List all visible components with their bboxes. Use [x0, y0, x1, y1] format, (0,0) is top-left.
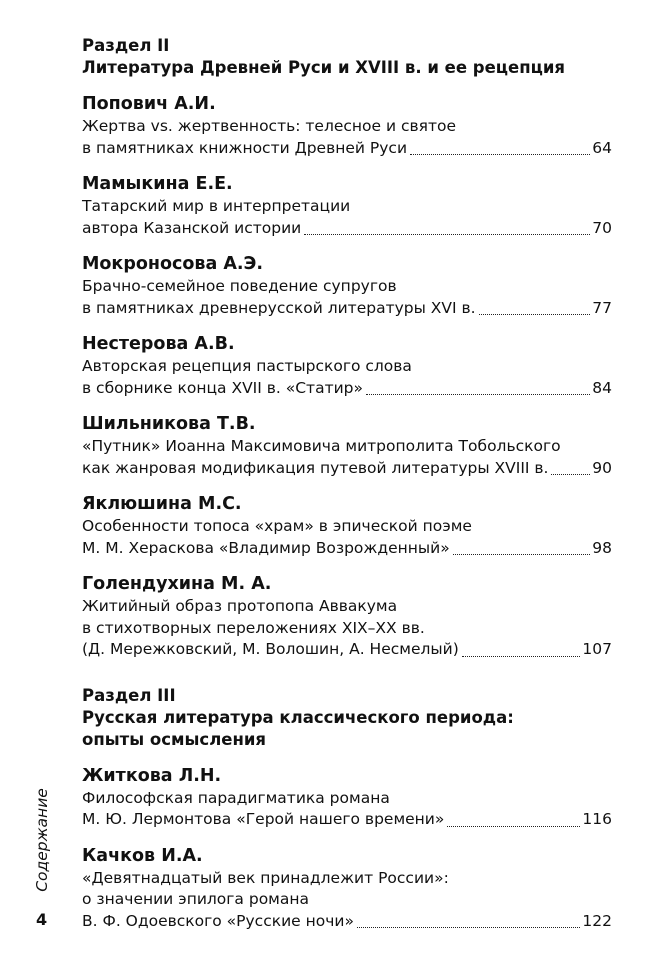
- dot-leader: [366, 393, 590, 395]
- entry-title-line: в памятниках древнерусской литературы XVI в.: [82, 298, 476, 317]
- table-of-contents: [82, 35, 612, 932]
- entry-title-last-line: [82, 458, 612, 480]
- entry-author: Попович А.И.: [82, 94, 216, 114]
- entry-page-number: 64: [592, 138, 612, 157]
- entry-title-line: Брачно-семейное поведение супругов: [82, 277, 397, 295]
- dot-leader: [410, 153, 590, 155]
- entry-author: Яклюшина М.С.: [82, 494, 242, 514]
- entry-title-line: в памятниках книжности Древней Руси: [82, 138, 408, 157]
- entry-title-line: как жанровая модификация путевой литературы XVIII в.: [82, 458, 549, 477]
- toc-entry[interactable]: [82, 412, 612, 479]
- entry-title-line: «Путник» Иоанна Максимовича митрополита Тобольского: [82, 437, 561, 455]
- entry-title-line: М. Ю. Лермонтова «Герой нашего времени»: [82, 810, 445, 828]
- entry-author: Мокроносова А.Э.: [82, 254, 264, 274]
- entry-title-line: Философская парадигматика романа: [82, 788, 390, 807]
- entry-author: Нестерова А.В.: [82, 334, 235, 354]
- toc-entry[interactable]: [82, 332, 612, 399]
- entry-title-last-line: [82, 138, 612, 160]
- entry-page-number: 116: [582, 810, 612, 828]
- toc-entry[interactable]: [82, 172, 612, 239]
- toc-entry[interactable]: [82, 844, 612, 933]
- toc-entry[interactable]: [82, 92, 612, 159]
- dot-leader: [447, 825, 580, 827]
- entry-title-line: Жертва vs. жертвенность: телесное и святое: [82, 117, 457, 135]
- dot-leader: [304, 233, 590, 235]
- entry-title-line: В. Ф. Одоевского «Русские ночи»: [82, 911, 354, 930]
- section-2-heading: Раздел II: [82, 36, 170, 55]
- entry-title-line: Житийный образ протопопа Аввакума: [82, 597, 398, 615]
- entry-author: Голендухина М. А.: [82, 574, 272, 594]
- entry-page-number: 77: [592, 298, 612, 317]
- entry-author: Качков И.А.: [82, 845, 203, 866]
- section-3-title-line: Русская литература классического периода:: [82, 707, 514, 727]
- entry-author: Шильникова Т.В.: [82, 414, 256, 434]
- entry-title-line: Особенности топоса «храм» в эпической поэме: [82, 517, 472, 535]
- dot-leader: [462, 655, 581, 657]
- section-3-title-line: опыты осмысления: [82, 729, 267, 749]
- entry-title-line: Татарский мир в интерпретации: [82, 197, 351, 215]
- entry-title-line: М. М. Хераскова «Владимир Возрожденный»: [82, 538, 450, 557]
- entry-title-line: (Д. Мережковский, М. Волошин, А. Несмелый): [82, 640, 459, 658]
- toc-entry[interactable]: [82, 492, 612, 559]
- entry-page-number: 107: [582, 640, 612, 658]
- entry-author: Житкова Л.Н.: [82, 765, 222, 786]
- entry-page-number: 70: [592, 218, 612, 237]
- entry-title-last-line: [82, 298, 612, 320]
- entry-page-number: 84: [592, 378, 612, 397]
- entry-page-number: 90: [592, 458, 612, 477]
- entry-title-line: в сборнике конца XVII в. «Статир»: [82, 378, 363, 397]
- entry-title-line: «Девятнадцатый век принадлежит России»:: [82, 868, 449, 887]
- entry-title-last-line: [82, 639, 612, 661]
- entry-title-line: Авторская рецепция пастырского слова: [82, 357, 412, 375]
- entry-title-last-line: [82, 538, 612, 560]
- entry-author: Мамыкина Е.Е.: [82, 174, 233, 194]
- entry-page-number: 98: [592, 538, 612, 557]
- dot-leader: [453, 553, 591, 555]
- entry-title-line: в стихотворных переложениях XIX–XX вв.: [82, 618, 425, 637]
- section-3-heading: Раздел III: [82, 685, 176, 705]
- entry-title-last-line: [82, 911, 612, 933]
- entry-title-last-line: [82, 218, 612, 240]
- entry-title-line: автора Казанской истории: [82, 218, 302, 237]
- side-label-text: Содержание: [33, 788, 51, 892]
- entry-title-line: о значении эпилога романа: [82, 890, 310, 908]
- running-section-label: [30, 790, 54, 890]
- entry-page-number: 122: [582, 911, 612, 930]
- dot-leader: [357, 926, 580, 928]
- toc-entry[interactable]: [82, 764, 612, 831]
- dot-leader: [479, 313, 591, 315]
- entry-title-last-line: [82, 809, 612, 831]
- page-number: 4: [36, 910, 48, 929]
- dot-leader: [551, 473, 590, 475]
- toc-entry[interactable]: [82, 572, 612, 661]
- section-2-title: Литература Древней Руси и XVIII в. и ее рецепция: [82, 58, 565, 77]
- toc-entry[interactable]: [82, 252, 612, 319]
- entry-title-last-line: [82, 378, 612, 400]
